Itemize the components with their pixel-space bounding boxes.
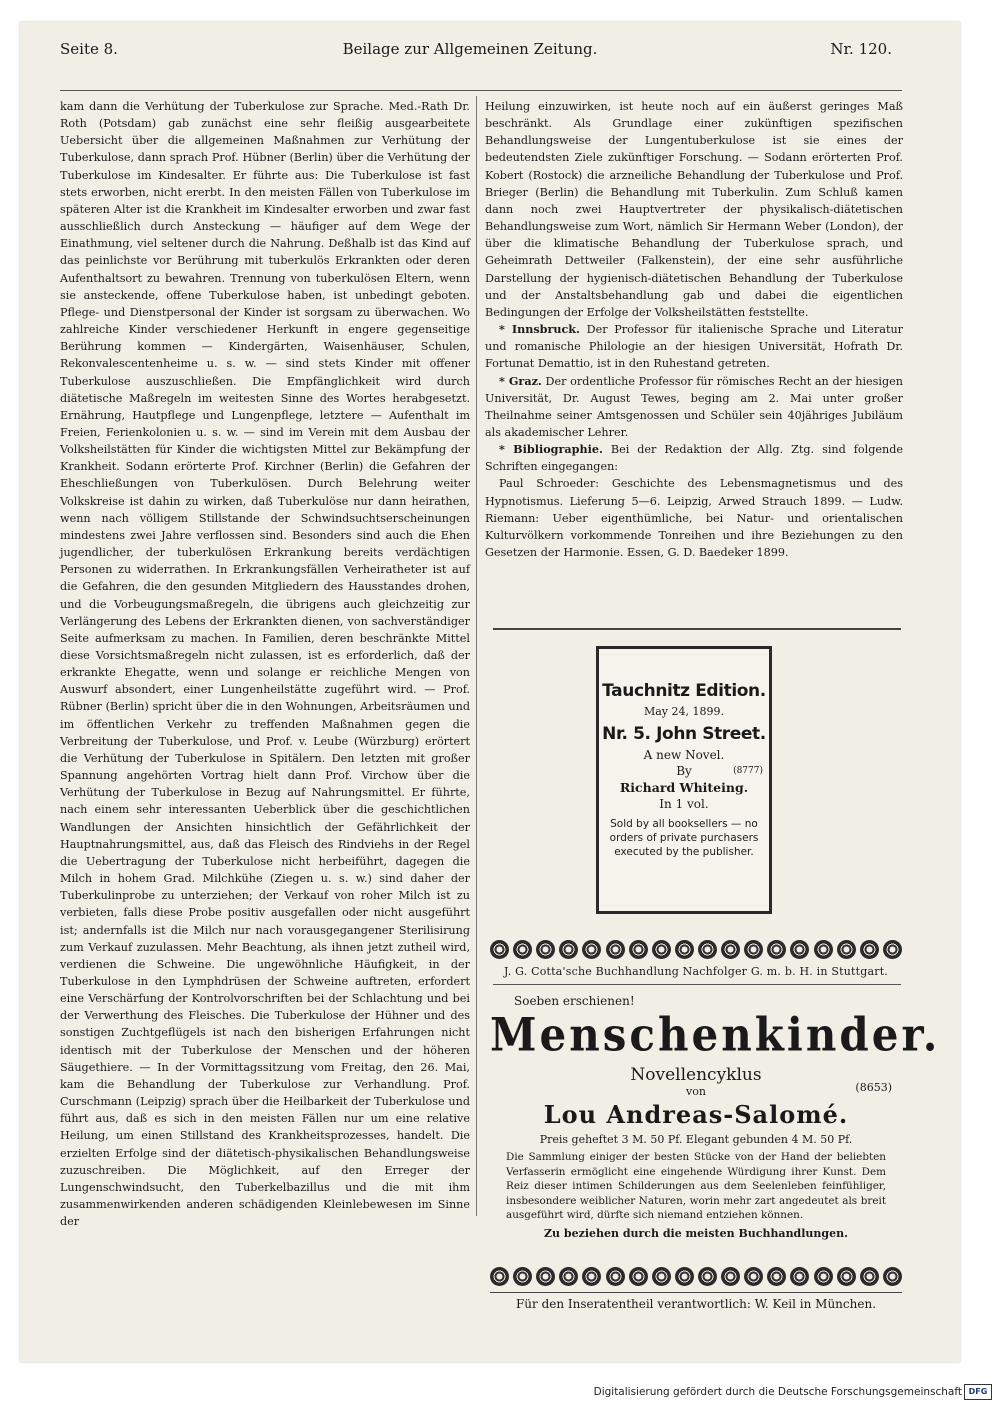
page-number: Seite 8.: [60, 40, 118, 58]
ornament-circle: [490, 940, 509, 959]
ornament-circle: [559, 1267, 578, 1286]
page-header: [40, 36, 900, 66]
ornament-circle: [629, 940, 648, 959]
ad-author-2: Lou Andreas-Salomé.: [543, 1100, 849, 1129]
ad-von-line: [490, 1081, 902, 1098]
dfg-logo: DFG: [964, 1384, 992, 1400]
tauchnitz-advertisement: [596, 646, 772, 914]
issue-number: Nr. 120.: [830, 40, 892, 58]
ad-book-title: Nr. 5. John Street.: [602, 724, 766, 744]
ad-by: By: [676, 764, 692, 778]
ad-edition-title: Tauchnitz Edition.: [602, 681, 766, 701]
publisher-line: J. G. Cotta'sche Buchhandlung Nachfolger G. m. b. H. in Stuttgart.: [503, 965, 889, 978]
ornament-circle: [606, 1267, 625, 1286]
ornament-circle: [837, 940, 856, 959]
ad-volumes: In 1 vol.: [659, 797, 709, 811]
ornament-circle: [883, 940, 902, 959]
publisher-rule: [493, 984, 901, 985]
ornament-circle: [582, 940, 601, 959]
ad-announcement: Soeben erschienen!: [514, 994, 635, 1008]
publication-title: Beilage zur Allgemeinen Zeitung.: [342, 40, 598, 58]
right-column: [485, 98, 903, 638]
notice-bibliographie: [485, 441, 903, 475]
imprint-rule: [490, 1292, 902, 1293]
ad-price: Preis geheftet 3 M. 50 Pf. Elegant gebunden 4 M. 50 Pf.: [539, 1133, 853, 1146]
ornament-row-bottom: [490, 1264, 902, 1288]
notice-graz: [485, 373, 903, 442]
ornament-circle: [675, 1267, 694, 1286]
ornament-circle: [652, 940, 671, 959]
imprint-line: Für den Inseratentheil verantwortlich: W. Keil in München.: [515, 1297, 877, 1311]
ad-sales-note: Sold by all booksellers — no orders of private purchasers executed by the publisher.: [609, 818, 759, 858]
notice-bibliographie-head: * Bibliographie.: [499, 442, 603, 457]
ad-description: Die Sammlung einiger der besten Stücke von der Hand der beliebten Verfasserin ermöglicht eine eingehende Würdigung ihrer Kunst. Dem Reiz dieser intimen Schilderungen aus dem Seelenleben feinfühliger, insbesondere weiblicher Naturen, worin mehr zart angedeutet als breit ausgeführt wird, dürfte sich niemand entziehen können.: [506, 1151, 886, 1222]
ornament-circle: [513, 1267, 532, 1286]
ad-author: Richard Whiteing.: [619, 780, 749, 795]
header-rule: [60, 90, 902, 91]
ornament-circle: [698, 1267, 717, 1286]
ornament-circle: [721, 1267, 740, 1286]
section-rule: [493, 628, 901, 630]
ad-date: May 24, 1899.: [643, 705, 724, 718]
ad-von: von: [686, 1085, 706, 1098]
ornament-circle: [814, 1267, 833, 1286]
ornament-circle: [536, 940, 555, 959]
ornament-circle: [582, 1267, 601, 1286]
ornament-circle: [536, 1267, 555, 1286]
ad-main-title: Menschenkinder.: [490, 1007, 941, 1062]
ad-subtitle: Novellencyklus: [630, 1065, 762, 1085]
ad-code: (8777): [733, 766, 763, 776]
column-divider: [476, 96, 477, 1216]
ornament-circle: [860, 940, 879, 959]
notice-bibliographie-text: Bei der Redaktion der Allg. Ztg. sind folgende Schriften eingegangen:: [485, 443, 903, 474]
ornament-circle: [860, 1267, 879, 1286]
ornament-circle: [698, 940, 717, 959]
ad-code-2: (8653): [855, 1081, 892, 1094]
ornament-row-top: [490, 937, 902, 961]
ornament-circle: [721, 940, 740, 959]
ornament-circle: [790, 940, 809, 959]
bibliography-list: Paul Schroeder: Geschichte des Lebensmagnetismus und des Hypnotismus. Lieferung 5—6. Leipzig, Arwed Strauch 1899. — Ludw. Riemann: Ueber eigenthümliche, bei Natur- und orientalischen Kulturvölkern vorkommende Tonreihen und ihre Beziehungen zu den Gesetzen der Harmonie. Essen, G. D. Baedeker 1899.: [485, 477, 903, 560]
left-column: [60, 98, 470, 1229]
funding-note: Digitalisierung gefördert durch die Deutsche Forschungsgemeinschaft: [593, 1386, 962, 1398]
ornament-circle: [767, 940, 786, 959]
ornament-circle: [744, 1267, 763, 1286]
ad-book-type: A new Novel.: [643, 748, 725, 762]
notice-innsbruck: [485, 321, 903, 372]
ornament-circle: [606, 940, 625, 959]
ornament-circle: [559, 940, 578, 959]
article-text-right: Heilung einzuwirken, ist heute noch auf ein äußerst geringes Maß beschränkt. Als Grundlage einer zukünftigen spezifischen Behandlungsweise der Lungentuberkulose ist sie eines der bedeutendsten Ziele zukünftiger Forschung. — Sodann erörterten Prof. Kobert (Rostock) die arzneiliche Behandlung der Tuberkulose und Prof. Brieger (Berlin) die Behandlung mit Tuberkulin. Zum Schluß kamen dann noch zwei Hauptvertreter der physikalisch-diätetischen Behandlungsweise zum Wort, nämlich Sir Hermann Weber (London), der über die klimatische Behandlung der Tuberkulose sprach, und Geheimrath Dettweiler (Falkenstein), der eine sehr ausführliche Darstellung der hygienisch-diätetischen Behandlung der Tuberkulose und der Anstaltsbehandlung gab und dabei die eigentlichen Bedingungen der Erfolge der Volksheilstätten feststellte.: [485, 100, 903, 319]
ornament-circle: [767, 1267, 786, 1286]
ornament-circle: [490, 1267, 509, 1286]
menschenkinder-advertisement: [490, 988, 941, 1240]
ornament-circle: [814, 940, 833, 959]
ornament-circle: [675, 940, 694, 959]
ornament-circle: [629, 1267, 648, 1286]
ornament-circle: [744, 940, 763, 959]
ornament-circle: [790, 1267, 809, 1286]
ornament-circle: [652, 1267, 671, 1286]
ornament-circle: [837, 1267, 856, 1286]
article-text-left: kam dann die Verhütung der Tuberkulose zur Sprache. Med.-Rath Dr. Roth (Potsdam) gab zunächst eine sehr fleißig ausgearbeitete Uebersicht über die allgemeinen Maßnahmen zur Verhütung der Tuberkulose, dann sprach Prof. Hübner (Berlin) über die Verhütung der Tuberkulose im Kindesalter. Er führte aus: Die Tuberkulose ist fast stets erworben, nicht ererbt. In den meisten Fällen von Tuberkulose im späteren Alter ist die Krankheit im Kindesalter erworben und zwar fast ausschließlich durch Ansteckung — häufiger auf dem Wege der Einathmung, viel seltener durch die Nahrung. Deßhalb ist das Kind auf das peinlichste vor Berührung mit tuberkulös Erkrankten oder deren Aufenthaltsort zu bewahren. Trennung von tuberkulösen Eltern, wenn sie ansteckende, offene Tuberkulose haben, ist unbedingt geboten. Pflege- und Dienstpersonal der Kinder ist sorgsam zu überwachen. Wo zahlreiche Kinder verschiedener Herkunft in engere gegenseitige Berührung kommen — Kindergärten, Waisenhäuser, Schulen, Rekonvalescentenheime u. s. w. — sind stets Kinder mit offener Tuberkulose auszuschließen. Die Empfänglichkeit wird durch diätetische Maßregeln im weitesten Sinne des Wortes herabgesetzt. Ernährung, Hautpflege und Lungenpflege, letztere — Aufenthalt im Freien, Ferienkolonien u. s. w. — sind im Verein mit dem Ausbau der Volksheilstätten für Kinder die wichtigsten Mittel zur Bekämpfung der Krankheit. Sodann erörterte Prof. Kirchner (Berlin) die Gefahren der Eheschließungen von Tuberkulösen. Durch Belehrung weiter Volkskreise ist dahin zu wirken, daß Tuberkulöse nur dann heirathen, wenn nach völligem Stillstande der Schwindsuchtserscheinungen mindestens zwei Jahre verflossen sind. Besonders sind auch die Ehen jugendlicher, der tuberkulösen Erkrankung bereits verdächtigen Personen zu widerrathen. In Erkrankungsfällen Verheiratheter ist auf die Gefahren, die den gesunden Mitgliedern des Hausstandes drohen, und die Vorbeugungsmaßregeln, die übrigens auch gleichzeitig zur Verlängerung des Lebens der Erkrankten dienen, von sachverständiger Seite aufmerksam zu machen. In Familien, deren beschränkte Mittel diese Vorsichtsmaßregeln nicht zulassen, ist es erforderlich, daß der erkrankte Ehegatte, wenn und solange er reichliche Mengen von Auswurf absondert, einer Lungenheilstätte zugeführt wird. — Prof. Rübner (Berlin) spricht über die in den Wohnungen, Arbeitsräumen und im öffentlichen Verkehr zu treffenden Maßnahmen gegen die Verbreitung der Tuberkulose, und Prof. v. Leube (Würzburg) erörtert die Verhütung der Tuberkulose in Spitälern. Den letzten mit großer Spannung angehörten Vortrag hielt dann Prof. Virchow über die Verhütung der Tuberkulose in Bezug auf Nahrungsmittel. Er führte, nach einem sehr interessanten Ueberblick über die geschichtlichen Wandlungen der Ansichten hinsichtlich der Gefährlichkeit der Hauptnahrungsmittel, aus, daß das Fleisch des Rindviehs in der Regel die Uebertragung der Tuberkulose nicht herbeiführt, dagegen die Milch in hohem Grad. Milchkühe (Ziegen u. s. w.) sind daher der Tuberkulinprobe zu unterziehen; der Verkauf von roher Milch ist zu verbieten, falls diese Probe positiv ausgefallen oder nicht ausgeführt ist; andernfalls ist die Milch nur nach vorausgegangener Sterilisirung zum Verkauf zuzulassen. Mehr Beachtung, als ihnen jetzt zutheil wird, verdienen die Schweine. Die ungewöhnliche Häufigkeit, in der Tuberkulose in den Lymphdrüsen der Schweine auftreten, erfordert eine Verschärfung der Kontrolvorschriften bei der Schlachtung und bei der Verwerthung des Fleisches. Die Tuberkulose der Hühner und des sonstigen Zuchtgeflügels ist nach den bisherigen Erfahrungen nicht identisch mit der Tuberkulose der Menschen und der höheren Säugethiere. — In der Vormittagssitzung vom Freitag, den 26. Mai, kam die Behandlung der Tuberkulose zur Verhandlung. Prof. Curschmann (Leipzig) sprach über die Heilbarkeit der Tuberkulose und führt aus, daß es sich in den meisten Fällen nur um eine relative Heilung, um einen Stillstand des Krankheitsprozesses, handelt. Die erzielten Erfolge sind der diätetisch-physikalischen Behandlungsweise zuzuschreiben. Die Möglichkeit, auf den Erreger der Lungenschwindsucht, den Tuberkelbazillus und die mit ihm zusammenwirkenden anderen schädigenden Kleinlebewesen im Sinne der: [60, 100, 470, 1229]
ornament-circle: [513, 940, 532, 959]
notice-innsbruck-text: Der Professor für italienische Sprache und Literatur und romanische Philologie an der hiesigen Universität, Hofrath Dr. Fortunat Demattio, ist in den Ruhestand getreten.: [485, 323, 903, 371]
notice-innsbruck-head: * Innsbruck.: [499, 322, 580, 337]
ornament-circle: [883, 1267, 902, 1286]
notice-graz-head: * Graz.: [499, 373, 542, 388]
ad-by-line: [599, 764, 769, 778]
notice-graz-text: Der ordentliche Professor für römisches Recht an der hiesigen Universität, Dr. August Tewes, beging am 2. Mai unter großer Theilnahme seiner Amtsgenossen und Schüler sein 40jähriges Jubiläum als akademischer Lehrer.: [485, 374, 903, 439]
ad-order-note: Zu beziehen durch die meisten Buchhandlungen.: [544, 1226, 848, 1240]
